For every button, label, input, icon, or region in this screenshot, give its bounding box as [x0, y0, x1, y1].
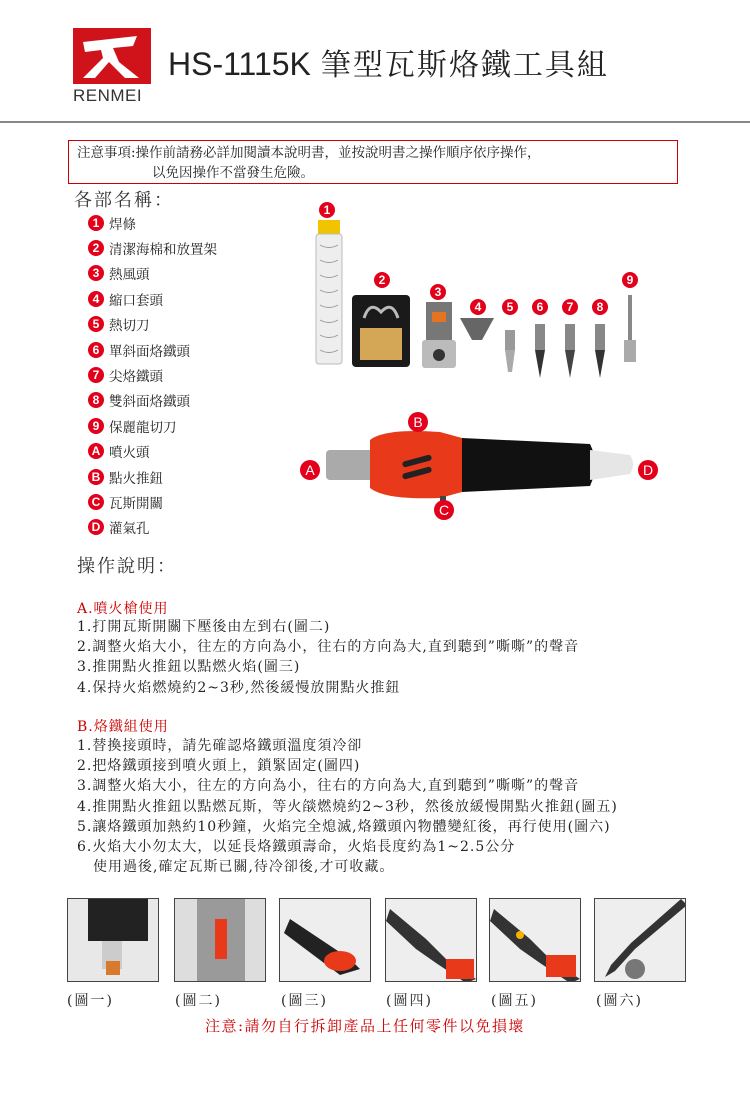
page-title: [168, 40, 609, 84]
part-number-badge: 1: [88, 215, 104, 231]
figure-2-label: (圖二): [175, 993, 222, 1009]
part-number-badge: 7: [88, 367, 104, 383]
diagram-mark-8: 8: [592, 299, 608, 315]
part-label: 單斜面烙鐵頭: [109, 343, 190, 360]
part-item: [88, 312, 217, 337]
diagram-mark-C: C: [434, 500, 454, 520]
diagram-mark-D: D: [638, 460, 658, 480]
section-a-title: A.噴火槍使用: [77, 601, 169, 617]
figure-6-photo: [594, 898, 686, 982]
diagram-mark-7: 7: [562, 299, 578, 315]
part-number-badge: 9: [88, 418, 104, 434]
part-label: 尖烙鐵頭: [109, 369, 163, 386]
figure-3-label: (圖三): [281, 993, 328, 1009]
figure-4-photo: [385, 898, 477, 982]
instruction-step: 6.火焰大小勿太大，以延長烙鐵頭壽命，火焰長度約為1~2.5公分: [77, 839, 516, 856]
diagram-mark-2: 2: [374, 272, 390, 288]
part-label: 清潔海棉和放置架: [109, 242, 217, 259]
parts-diagram: [300, 200, 670, 530]
figure-2-photo: [174, 898, 266, 982]
instruction-step: 1.打開瓦斯開關下壓後由左到右(圖二): [77, 619, 331, 635]
instruction-step: 4.保持火焰燃燒約2~3秒,然後緩慢放開點火推鈕: [77, 679, 401, 696]
part-item: [88, 489, 217, 514]
part-number-badge: A: [88, 443, 104, 459]
part-number-badge: 8: [88, 392, 104, 408]
diagram-mark-A: A: [300, 460, 320, 480]
figure-1-photo: [67, 898, 159, 982]
section-b-title: B.烙鐵組使用: [77, 719, 169, 735]
part-number-badge: 5: [88, 316, 104, 332]
figure-6-label: (圖六): [596, 993, 643, 1009]
part-label: 縮口套頭: [109, 292, 163, 309]
parts-illustration: [300, 200, 670, 530]
instruction-step: 使用過後,確定瓦斯已關,待冷卻後,才可收藏。: [93, 859, 395, 876]
parts-list: [88, 210, 217, 540]
instruction-step: 4.推開點火推鈕以點燃瓦斯，等火燄燃燒約2~3秒，然後放緩慢開點火推鈕(圖五): [77, 798, 618, 815]
figure-5-photo: [489, 898, 581, 982]
section-a-steps: [77, 617, 579, 698]
diagram-mark-5: 5: [502, 299, 518, 315]
part-item: [88, 515, 217, 540]
part-number-badge: B: [88, 469, 104, 485]
instruction-step: 2.把烙鐵頭接到噴火頭上，鎖緊固定(圖四): [77, 758, 361, 775]
part-item: [88, 235, 217, 260]
part-label: 保麗龍切刀: [109, 419, 177, 436]
part-label: 點火推鈕: [109, 470, 163, 487]
part-item: [88, 388, 217, 413]
instruction-step: 1.替換接頭時，請先確認烙鐵頭溫度須冷卻: [77, 738, 363, 754]
part-item: [88, 464, 217, 489]
notice-box: [68, 140, 678, 184]
part-label: 焊條: [109, 216, 136, 233]
instruction-step: 3.調整火焰大小，往左的方向為小，往右的方向為大,直到聽到”嘶嘶”的聲音: [77, 778, 580, 795]
part-label: 灌氣孔: [109, 521, 150, 538]
diagram-mark-6: 6: [532, 299, 548, 315]
figure-3-photo: [279, 898, 371, 982]
instruction-step: 3.推開點火推鈕以點燃火焰(圖三): [77, 659, 301, 676]
part-number-badge: 4: [88, 291, 104, 307]
notice-line-2: 以免因操作不當發生危險。: [152, 165, 314, 181]
diagram-mark-9: 9: [622, 272, 638, 288]
part-number-badge: C: [88, 494, 104, 510]
part-number-badge: 3: [88, 265, 104, 281]
part-label: 噴火頭: [109, 445, 150, 462]
operation-heading: 操作說明：: [77, 556, 177, 577]
brand-name: RENMEI: [73, 86, 143, 105]
part-label: 瓦斯開關: [109, 495, 163, 512]
part-item: [88, 413, 217, 438]
diagram-mark-B: B: [408, 412, 428, 432]
model-number: HS-1115K: [168, 46, 311, 82]
section-b-steps: [77, 736, 618, 877]
part-label: 熱切刀: [109, 318, 150, 335]
figure-4-label: (圖四): [386, 993, 433, 1009]
instruction-step: 2.調整火焰大小，往左的方向為小，往右的方向為大,直到聽到”嘶嘶”的聲音: [77, 639, 580, 656]
part-number-badge: 2: [88, 240, 104, 256]
part-item: [88, 210, 217, 235]
parts-heading: 各部名稱：: [74, 190, 174, 211]
diagram-mark-1: 1: [319, 202, 335, 218]
part-item: [88, 286, 217, 311]
part-label: 熱風頭: [109, 267, 150, 284]
instruction-step: 5.讓烙鐵頭加熱約10秒鐘，火焰完全熄滅,烙鐵頭內物體變紅後，再行使用(圖六): [77, 818, 611, 835]
product-name: 筆型瓦斯烙鐵工具組: [320, 48, 609, 83]
part-number-badge: D: [88, 519, 104, 535]
part-item: [88, 439, 217, 464]
figure-1-label: (圖一): [67, 993, 114, 1009]
part-label: 雙斜面烙鐵頭: [109, 394, 190, 411]
figure-5-label: (圖五): [491, 993, 538, 1009]
header-divider: [0, 121, 750, 123]
part-number-badge: 6: [88, 342, 104, 358]
diagram-mark-4: 4: [470, 299, 486, 315]
notice-line-1: 注意事項:操作前請務必詳加閱讀本說明書，並按說明書之操作順序依序操作，: [77, 145, 541, 161]
part-item: [88, 337, 217, 362]
diagram-mark-3: 3: [430, 284, 446, 300]
part-item: [88, 261, 217, 286]
footer-warning: 注意:請勿自行拆卸產品上任何零件以免損壞: [205, 1017, 526, 1035]
part-item: [88, 362, 217, 387]
brand-logo: [73, 28, 151, 84]
